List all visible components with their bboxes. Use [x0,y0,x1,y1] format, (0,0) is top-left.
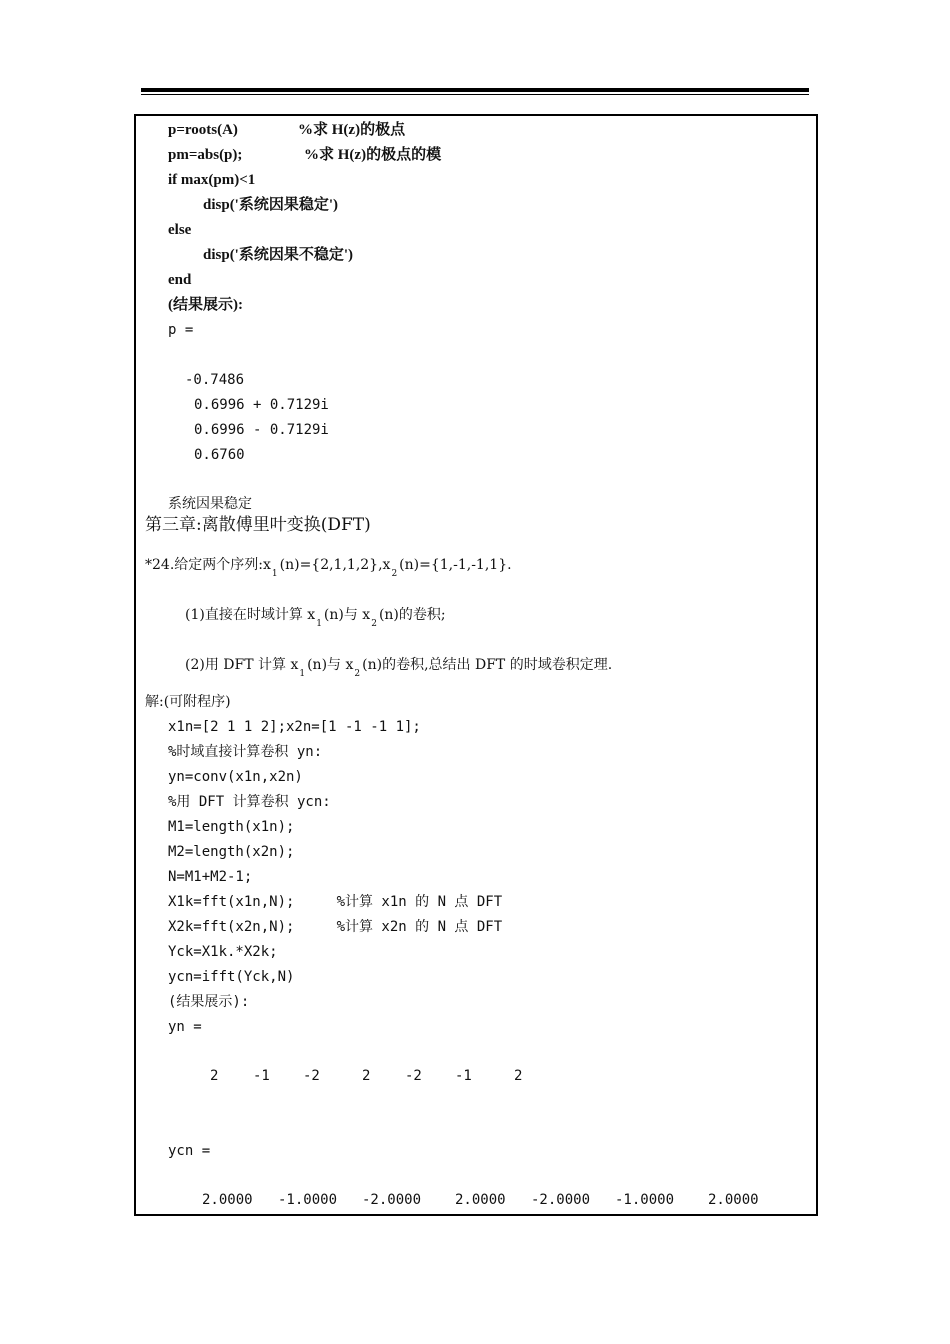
header-rule-thin [141,94,809,95]
solution-code-line: M1=length(x1n); [168,819,295,835]
result-label-1: (结果展示): [168,297,243,313]
ycn-value: -1.0000 [278,1192,338,1208]
output-p-value: 0.6996 - 0.7129i [194,422,329,438]
solution-code-line: N=M1+M2-1; [168,869,253,885]
output-message: 系统因果稳定 [168,496,252,512]
chapter-title: 第三章:离散傅里叶变换(DFT) [145,515,371,535]
yn-value: 2 [210,1068,219,1084]
code-line-disp-unstable: disp('系统因果不稳定') [203,247,354,263]
code-comment-roots: %求 H(z)的极点 [298,122,406,138]
solution-code-line: x1n=[2 1 1 2];x2n=[1 -1 -1 1]; [168,719,421,735]
yn-value: -1 [253,1068,270,1084]
solution-code-line: %时域直接计算卷积 yn: [168,744,323,760]
solution-code-line: ycn=ifft(Yck,N) [168,969,295,985]
solution-code-line: Yck=X1k.*X2k; [168,944,278,960]
code-line-roots: p=roots(A) [168,122,238,138]
solution-code-line: M2=length(x2n); [168,844,295,860]
ycn-value: 2.0000 [708,1192,759,1208]
code-line-disp-stable: disp('系统因果稳定') [203,197,339,213]
output-p-value: 0.6996 + 0.7129i [194,397,329,413]
solution-label: 解:(可附程序) [145,694,231,710]
code-line-if: if max(pm)<1 [168,172,256,188]
solution-code-line: yn=conv(x1n,x2n) [168,769,303,785]
ycn-label: ycn = [168,1143,211,1159]
ycn-value: 2.0000 [202,1192,253,1208]
code-comment-abs: %求 H(z)的极点的模 [304,147,442,163]
yn-value: 2 [362,1068,371,1084]
yn-value: 2 [514,1068,523,1084]
solution-code-line: X2k=fft(x2n,N); %计算 x2n 的 N 点 DFT [168,919,503,935]
solution-code-line: (结果展示): [168,994,250,1010]
solution-code-line: %用 DFT 计算卷积 ycn: [168,794,331,810]
code-line-abs: pm=abs(p); [168,147,243,163]
solution-code-line: X1k=fft(x1n,N); %计算 x1n 的 N 点 DFT [168,894,503,910]
ycn-value: -2.0000 [362,1192,422,1208]
code-line-else: else [168,222,192,238]
ycn-value: 2.0000 [455,1192,506,1208]
yn-value: -2 [303,1068,320,1084]
yn-value: -1 [455,1068,472,1084]
header-rule-thick [141,88,809,92]
problem-question-1: (1)直接在时域计算 $x_1(n)$与 $x_2(n)$的卷积; [185,607,446,629]
output-p-label: p = [168,322,194,338]
output-p-value: -0.7486 [185,372,245,388]
solution-code-line: yn = [168,1019,202,1035]
ycn-value: -2.0000 [531,1192,591,1208]
ycn-value: -1.0000 [615,1192,675,1208]
problem-question-2: (2)用 DFT 计算 $x_1(n)$与 $x_2(n)$的卷积,总结出 DFT 的时域卷积定理. [185,657,613,679]
problem-statement: *24.给定两个序列$:x_1(n)=\{2,1,1,2\},x_2(n)=\{1,-1,-1,1\}$. [145,557,512,579]
code-line-end: end [168,272,192,288]
yn-value: -2 [405,1068,422,1084]
output-p-value: 0.6760 [194,447,245,463]
